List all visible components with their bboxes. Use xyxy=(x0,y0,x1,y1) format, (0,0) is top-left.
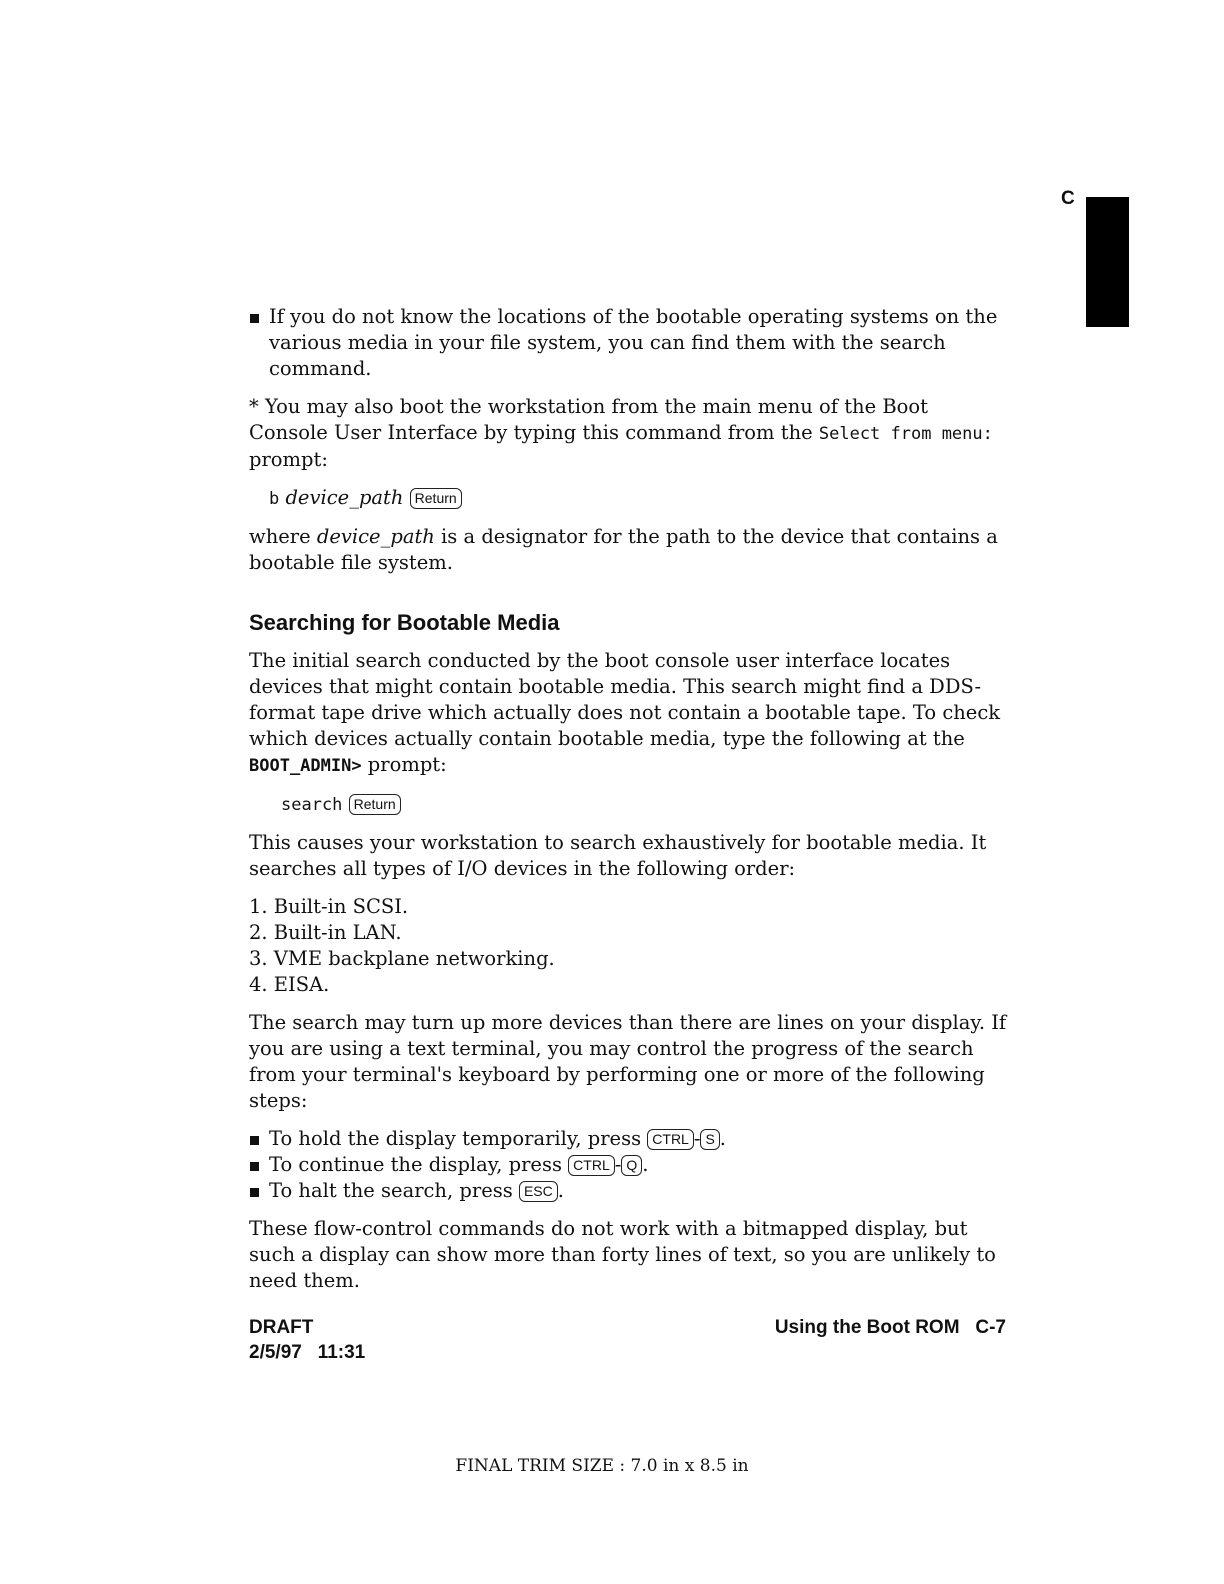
steps-list xyxy=(249,1126,1009,1204)
text: prompt: xyxy=(361,753,447,776)
bullet-paragraph: If you do not know the locations of the bootable operating systems on the various media in your file system, you can find them with the search command. xyxy=(249,304,1009,382)
text: where xyxy=(249,525,317,548)
footer-draft: DRAFT xyxy=(249,1317,314,1338)
page-body xyxy=(249,304,1009,1294)
thumb-tab-bar xyxy=(1086,197,1129,327)
ctrl-key: CTRL xyxy=(568,1155,615,1176)
command-line xyxy=(249,485,1009,512)
command: b xyxy=(269,489,280,509)
search-order-list xyxy=(249,894,1009,998)
page-number: C-7 xyxy=(975,1317,1006,1338)
list-item: 2. Built-in LAN. xyxy=(249,921,402,944)
ctrl-key: CTRL xyxy=(647,1129,694,1150)
command-argument: device_path xyxy=(285,486,404,509)
date: 2/5/97 xyxy=(249,1342,302,1363)
paragraph: This causes your workstation to search exhaustively for bootable media. It searches all types of I/O devices in the following order: xyxy=(249,831,987,880)
time: 11:31 xyxy=(317,1342,366,1363)
s-key: S xyxy=(700,1129,719,1150)
paragraph xyxy=(249,648,1009,779)
command: search xyxy=(281,795,343,815)
footer-date xyxy=(249,1342,365,1364)
inline-code: BOOT_ADMIN> xyxy=(249,756,362,776)
paragraph: The search may turn up more devices than there are lines on your display. If you are using a text terminal, you may control the progress of the search from your terminal's keyboard by performing one or more of the following steps: xyxy=(249,1011,1007,1112)
return-key: Return xyxy=(410,488,462,509)
text: To hold the display temporarily, press xyxy=(269,1127,648,1150)
list-item: 4. EISA. xyxy=(249,973,330,996)
section-heading: Searching for Bootable Media xyxy=(249,610,560,635)
thumb-tab-letter: C xyxy=(1061,188,1075,209)
list-item: To halt the search, press ESC . xyxy=(249,1178,1009,1204)
list-item: To continue the display, press CTRL - Q . xyxy=(249,1152,1009,1178)
command-line xyxy=(249,791,1009,818)
text: is a designator for the path to the device that contains a bootable file system. xyxy=(249,525,998,574)
chapter-title: Using the Boot ROM xyxy=(774,1317,960,1338)
text: To halt the search, press xyxy=(269,1179,519,1202)
list-item: To hold the display temporarily, press CTRL - S . xyxy=(249,1126,1009,1152)
q-key: Q xyxy=(621,1155,642,1176)
text: prompt: xyxy=(249,448,328,471)
paragraph xyxy=(249,524,1009,576)
argument: device_path xyxy=(316,525,435,548)
text: To continue the display, press xyxy=(269,1153,569,1176)
footer-page-info xyxy=(775,1317,1006,1339)
list-item: 1. Built-in SCSI. xyxy=(249,895,409,918)
text: * You may also boot the workstation from the main menu of the Boot Console User Interface by typing this command from the xyxy=(249,395,928,444)
esc-key: ESC xyxy=(519,1181,558,1202)
list-item: 3. VME backplane networking. xyxy=(249,947,555,970)
text: The initial search conducted by the boot console user interface locates devices that might contain bootable media. This search might find a DDS-format tape drive which actually does not contain a bootable tape. To check which devices actually contain bootable media, type the following at the xyxy=(249,649,1001,750)
inline-code: Select from menu: xyxy=(818,424,993,444)
trim-size-note: FINAL TRIM SIZE : 7.0 in x 8.5 in xyxy=(455,1456,749,1476)
paragraph: These flow-control commands do not work with a bitmapped display, but such a display can show more than forty lines of text, so you are unlikely to need them. xyxy=(249,1217,996,1292)
return-key: Return xyxy=(349,794,401,815)
paragraph xyxy=(249,394,1009,473)
